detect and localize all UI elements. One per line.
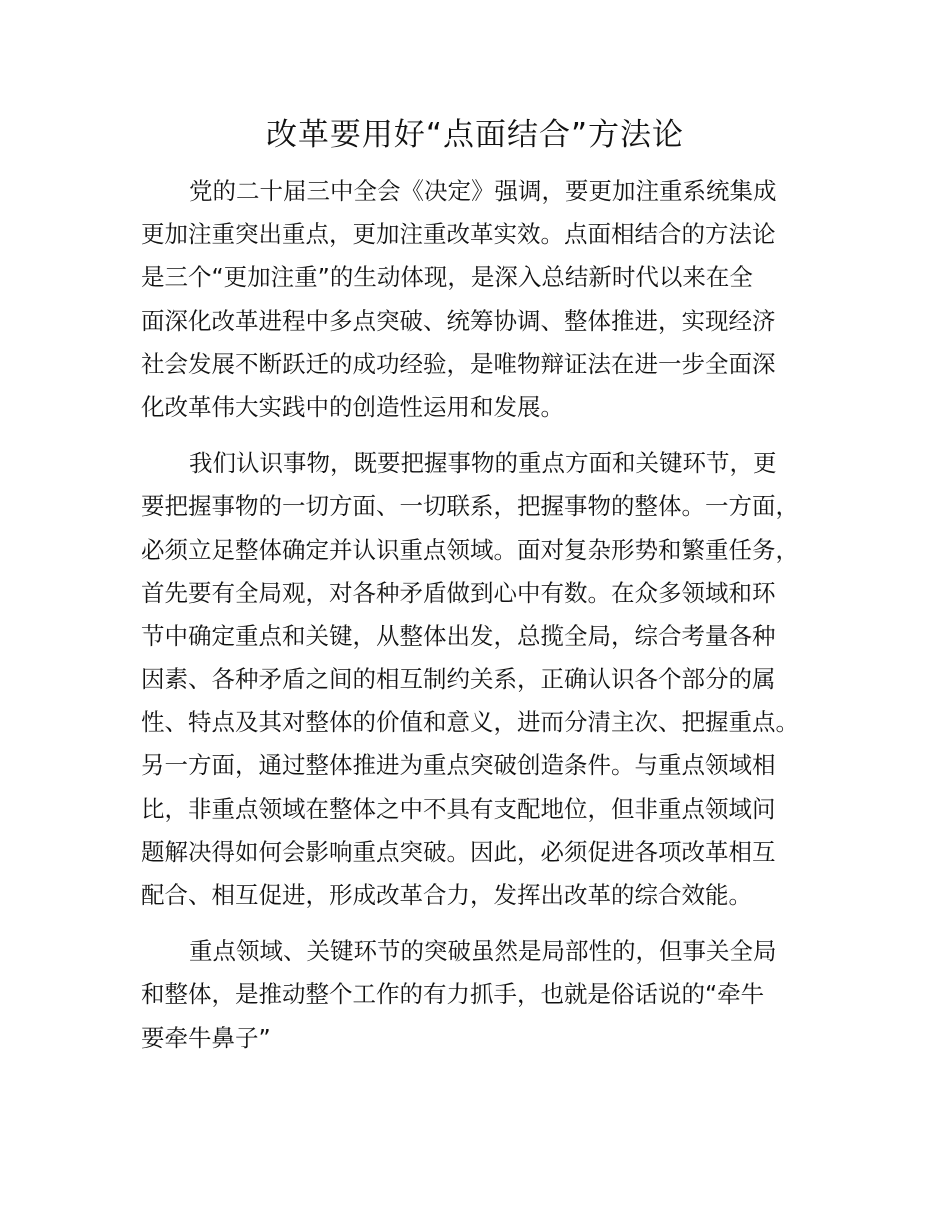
paragraph-line: 化改革伟大实践中的创造性运用和发展。 — [141, 392, 564, 421]
paragraph-spacer — [141, 429, 835, 442]
paragraph-line: 党的二十届三中全会《决定》强调，要更加注重系统集成 — [189, 177, 777, 205]
paragraph-line: 更加注重突出重点，更加注重改革实效。点面相结合的方法论 — [141, 220, 776, 249]
paragraph-line: 要牵牛鼻子” — [141, 1023, 271, 1052]
paragraph-1 — [141, 170, 835, 429]
paragraph-line: 配合、相互促进，形成改革合力，发挥出改革的综合效能。 — [141, 881, 752, 909]
paragraph-line: 是三个“更加注重”的生动体现，是深入总结新时代以来在全 — [141, 263, 753, 292]
document-title: 改革要用好“点面结合”方法论 — [265, 117, 685, 153]
paragraph-spacer — [141, 917, 835, 930]
paragraph-line: 节中确定重点和关键，从整体出发，总揽全局，综合考量各种 — [141, 621, 776, 650]
paragraph-line: 比，非重点领域在整体之中不具有支配地位，但非重点领域问 — [141, 794, 776, 823]
paragraph-line: 面深化改革进程中多点突破、统筹协调、整体推进，实现经济 — [141, 306, 776, 335]
document-body — [141, 170, 835, 1060]
paragraph-line: 另一方面，通过整体推进为重点突破创造条件。与重点领域相 — [141, 751, 776, 780]
paragraph-2 — [141, 442, 835, 917]
paragraph-line: 首先要有全局观，对各种矛盾做到心中有数。在众多领域和环 — [141, 578, 776, 607]
paragraph-line: 要把握事物的一切方面、一切联系，把握事物的整体。一方面， — [141, 492, 799, 521]
paragraph-line: 性、特点及其对整体的价值和意义，进而分清主次、把握重点。 — [141, 708, 799, 737]
paragraph-line: 题解决得如何会影响重点突破。因此，必须促进各项改革相互 — [141, 837, 776, 866]
paragraph-3 — [141, 930, 835, 1060]
paragraph-line: 我们认识事物，既要把握事物的重点方面和关键环节，更 — [189, 449, 777, 478]
paragraph-line: 因素、各种矛盾之间的相互制约关系，正确认识各个部分的属 — [141, 665, 776, 694]
paragraph-line: 必须立足整体确定并认识重点领域。面对复杂形势和繁重任务， — [141, 535, 799, 564]
paragraph-line: 和整体，是推动整个工作的有力抓手，也就是俗话说的“牵牛 — [141, 980, 765, 1009]
paragraph-line: 社会发展不断跃迁的成功经验，是唯物辩证法在进一步全面深 — [141, 349, 776, 378]
paragraph-line: 重点领域、关键环节的突破虽然是局部性的，但事关全局 — [189, 937, 777, 966]
